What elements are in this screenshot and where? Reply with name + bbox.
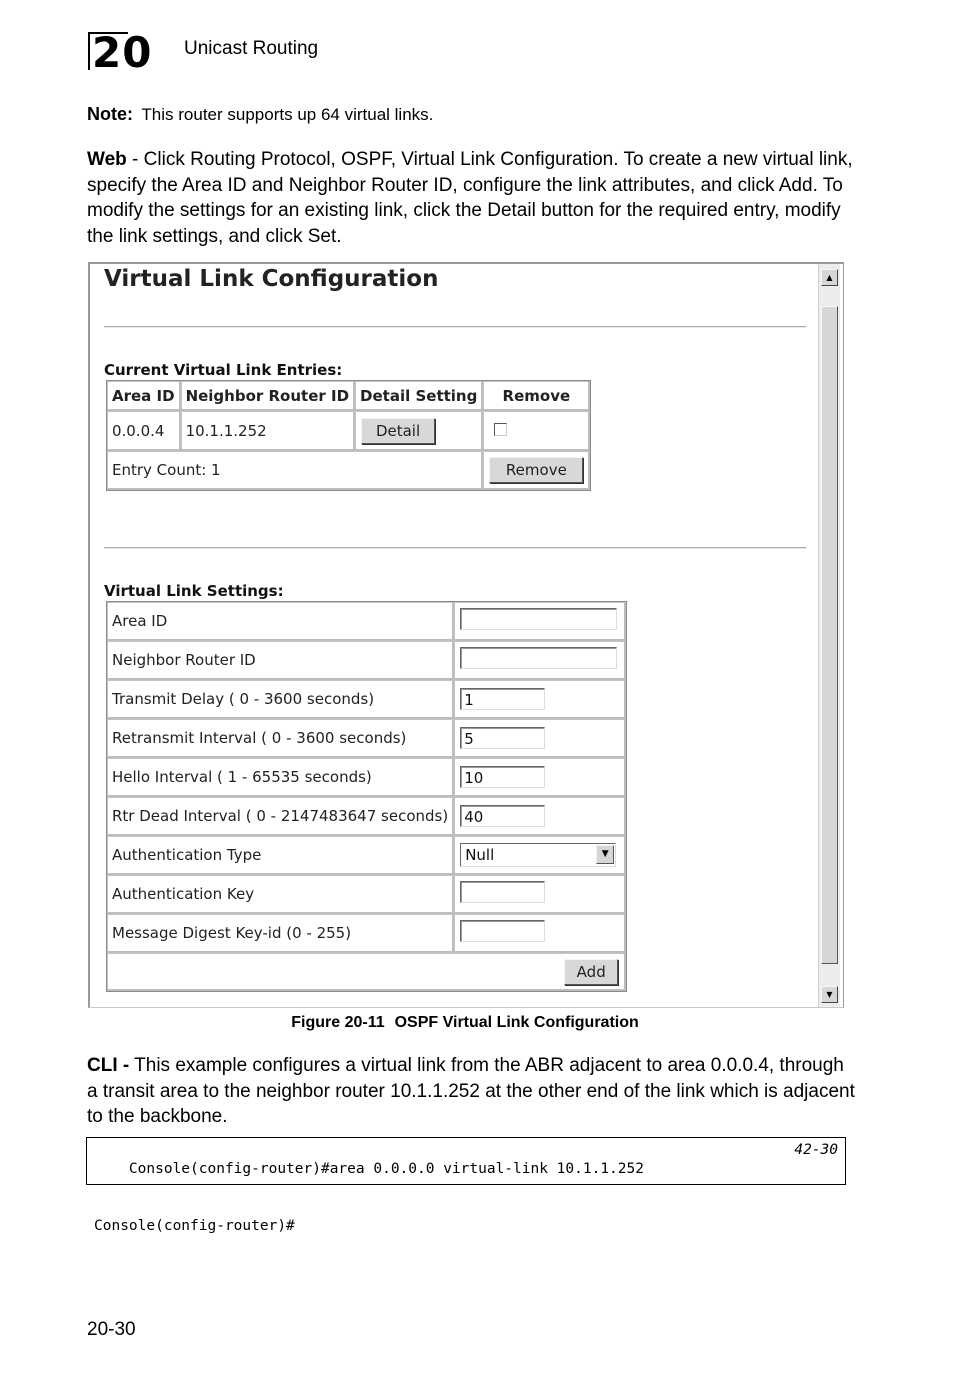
page-number: 20-30 — [87, 1319, 136, 1340]
area-id-input[interactable] — [460, 608, 617, 630]
authentication-type-value: Null — [465, 846, 495, 864]
neighbor-router-id-input[interactable] — [460, 647, 617, 669]
table-row — [107, 680, 626, 719]
table-row — [107, 953, 626, 991]
web-text: - Click Routing Protocol, OSPF, Virtual Link Configuration. To create a new virtual link, specify the Area ID and Neighbor Router ID, configure the link attributes, and click Add. To modify the settings for an existing link, click the Detail button for the required entry, modify the link settings, and click Set. — [87, 149, 853, 247]
settings-label: Virtual Link Settings: — [104, 582, 284, 600]
code-line-2: Console(config-router)# — [94, 1218, 295, 1234]
message-digest-key-id-label: Message Digest Key-id (0 - 255) — [107, 914, 454, 953]
figure-title: OSPF Virtual Link Configuration — [394, 1014, 639, 1031]
divider — [104, 326, 806, 328]
table-row — [107, 451, 590, 490]
table-row — [107, 602, 626, 641]
virtual-link-config-screenshot — [88, 262, 844, 1008]
table-row — [107, 914, 626, 953]
vertical-scrollbar[interactable] — [818, 264, 840, 1008]
chapter-badge — [88, 28, 166, 77]
table-row — [107, 719, 626, 758]
hello-interval-input[interactable]: 10 — [460, 766, 545, 788]
figure-caption — [0, 1014, 930, 1032]
authentication-type-select[interactable] — [460, 843, 616, 867]
retransmit-interval-label: Retransmit Interval ( 0 - 3600 seconds) — [107, 719, 454, 758]
transmit-delay-label: Transmit Delay ( 0 - 3600 seconds) — [107, 680, 454, 719]
note — [87, 104, 433, 125]
remove-checkbox[interactable] — [494, 423, 507, 436]
scroll-up-icon[interactable]: ▲ — [821, 269, 838, 286]
chapter-number: 20 — [92, 28, 153, 77]
settings-table — [106, 601, 627, 992]
note-label: Note: — [87, 104, 133, 124]
remove-cell — [483, 411, 590, 451]
header-neighbor-router-id: Neighbor Router ID — [181, 381, 355, 411]
table-row — [107, 836, 626, 875]
hello-interval-label: Hello Interval ( 1 - 65535 seconds) — [107, 758, 454, 797]
authentication-key-input[interactable] — [460, 881, 545, 903]
table-row — [107, 641, 626, 680]
figure-number: Figure 20-11 — [291, 1014, 385, 1031]
rtr-dead-interval-label: Rtr Dead Interval ( 0 - 2147483647 seconds) — [107, 797, 454, 836]
cli-text: This example configures a virtual link from the ABR adjacent to area 0.0.0.4, through a transit area to the neighbor router 10.1.1.252 at the other end of the link which is adjacent to the backbone. — [87, 1055, 855, 1127]
chevron-down-icon[interactable]: ▼ — [596, 845, 614, 864]
detail-cell — [355, 411, 483, 451]
code-line-1: Console(config-router)#area 0.0.0.0 virtual-link 10.1.1.252 — [128, 1161, 644, 1177]
divider — [104, 547, 806, 549]
detail-button[interactable]: Detail — [361, 418, 435, 444]
area-id-label: Area ID — [107, 602, 454, 641]
header-detail-setting: Detail Setting — [355, 381, 483, 411]
message-digest-key-id-input[interactable] — [460, 920, 545, 942]
scroll-down-icon[interactable]: ▼ — [821, 986, 838, 1003]
transmit-delay-input[interactable]: 1 — [460, 688, 545, 710]
cli-instructions — [87, 1053, 857, 1130]
chapter-title: Unicast Routing — [184, 38, 319, 59]
scrollbar-thumb[interactable] — [821, 306, 838, 964]
remove-button-cell — [483, 451, 590, 490]
remove-button[interactable]: Remove — [489, 457, 583, 483]
header-area-id: Area ID — [107, 381, 181, 411]
authentication-key-label: Authentication Key — [107, 875, 454, 914]
code-example — [86, 1137, 846, 1234]
code-line — [94, 1141, 838, 1217]
command-reference-link[interactable]: 42-30 — [794, 1142, 838, 1158]
web-label: Web — [87, 149, 127, 170]
add-button[interactable]: Add — [564, 959, 618, 985]
entry-neighbor-router-id: 10.1.1.252 — [181, 411, 355, 451]
entries-table — [106, 380, 591, 491]
screen-title: Virtual Link Configuration — [104, 266, 439, 292]
entry-count: Entry Count: 1 — [107, 451, 483, 490]
cli-label: CLI - — [87, 1055, 130, 1076]
header-remove: Remove — [483, 381, 590, 411]
entry-area-id: 0.0.0.4 — [107, 411, 181, 451]
entries-label: Current Virtual Link Entries: — [104, 361, 343, 379]
authentication-type-label: Authentication Type — [107, 836, 454, 875]
rtr-dead-interval-input[interactable]: 40 — [460, 805, 545, 827]
note-text: This router supports up 64 virtual links. — [141, 105, 434, 124]
retransmit-interval-input[interactable]: 5 — [460, 727, 545, 749]
table-row — [107, 875, 626, 914]
table-row — [107, 758, 626, 797]
table-row — [107, 797, 626, 836]
table-row — [107, 411, 590, 451]
neighbor-router-id-label: Neighbor Router ID — [107, 641, 454, 680]
web-instructions — [87, 147, 857, 249]
